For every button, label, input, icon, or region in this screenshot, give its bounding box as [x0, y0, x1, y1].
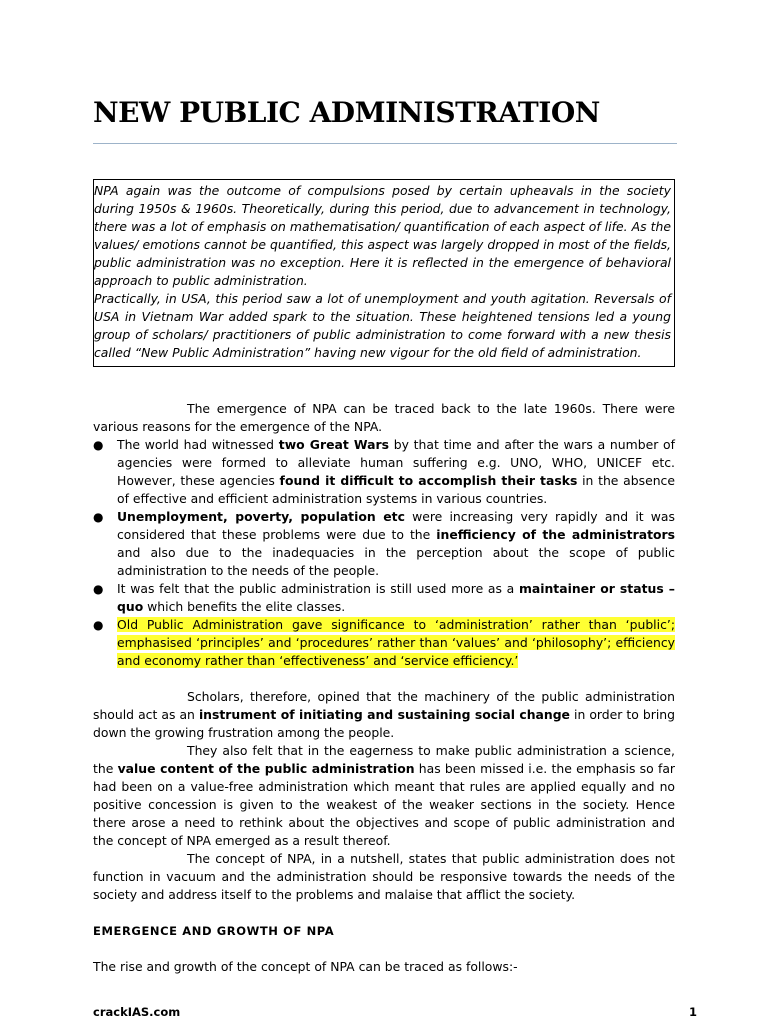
bullet-icon: ● — [93, 438, 104, 452]
bullet-keyword: two Great Wars — [278, 437, 389, 452]
bullet-icon: ● — [93, 582, 104, 596]
bullet-text: The world had witnessed — [117, 437, 279, 452]
title-divider — [93, 143, 677, 144]
paragraph-nutshell: The concept of NPA, in a nutshell, states that public administration does not function in vacuum and the administration should be responsive towards the needs of the society and address itself to the problems and malaise that afflict the society. — [93, 851, 675, 902]
bullet-icon: ● — [93, 510, 104, 524]
intro-paragraph: The emergence of NPA can be traced back to the late 1960s. There were various reasons for the emergence of the NPA. — [93, 401, 675, 434]
bullet-keyword: maintainer or status – quo — [117, 581, 675, 614]
footer-site: crackIAS.com — [93, 1005, 181, 1019]
intro-box-paragraph-2: Practically, in USA, this period saw a lot of unemployment and youth agitation. Reversals of USA in Vietnam War added spark to the situation. These heightened tensions led a young group of scholars/ practitioners of public administration to come forward with a new thesis called “New Public Administration” having new vigour for the old field of administration. — [94, 291, 671, 360]
bullet-text: and also due to the inadequacies in the perception about the scope of public administration to the needs of the people. — [117, 545, 675, 578]
bullet-keyword: Unemployment, poverty, population etc — [117, 509, 405, 524]
reasons-list — [93, 436, 675, 670]
body-text — [93, 400, 675, 904]
intro-box-paragraph-1: NPA again was the outcome of compulsions posed by certain upheavals in the society during 1950s & 1960s. Theoretically, during this period, due to advancement in technology, there was a lot of emphasis on mathematisation/ quantification of each aspect of life. As the values/ emotions cannot be quantified, this aspect was largely dropped in most of the fields, public administration was no exception. Here it is reflected in the emergence of behavioral approach to public administration. — [94, 183, 671, 288]
bullet-keyword: inefficiency of the administrators — [436, 527, 675, 542]
bullet-text: It was felt that the public administration is still used more as a — [117, 581, 519, 596]
bullet-keyword: found it difficult to accomplish their tasks — [279, 473, 578, 488]
highlighted-text: Old Public Administration gave significance to ‘administration’ rather than ‘public’; emphasised ‘principles’ and ‘procedures’ rather than ‘values’ and ‘philosophy’; efficiency and economy rather than ‘effectiveness’ and ‘service efficiency.’ — [117, 617, 675, 668]
paragraph-value-content: They also felt that in the eagerness to make public administration a science, the value content of the public administration has been missed i.e. the emphasis so far had been on a value-free administration which meant that rules are applied equally and no positive concession is given to the weakest of the weaker sections in the society. Hence there arose a need to rethink about the objectives and scope of public administration and the concept of NPA emerged as a result thereof. — [93, 743, 676, 848]
paragraph-scholars: Scholars, therefore, opined that the machinery of the public administration should act as an instrument of initiating and sustaining social change in order to bring down the growing frustration among the people. — [93, 689, 675, 740]
bullet-icon: ● — [93, 618, 104, 632]
bullet-text: by that time and after the wars a number of agencies were formed to alleviate human suffering e.g. UNO, WHO, UNICEF etc. However, these agencies — [117, 437, 675, 488]
intro-box — [93, 179, 675, 367]
list-item — [93, 436, 675, 508]
bullet-text: were increasing very rapidly and it was considered that these problems were due to the — [117, 509, 675, 542]
page-title: NEW PUBLIC ADMINISTRATION — [93, 96, 600, 129]
bullet-text: in the absence of effective and efficient administration systems in various countries. — [117, 473, 675, 506]
bullet-text: which benefits the elite classes. — [143, 599, 346, 614]
footer-page-number: 1 — [688, 1005, 697, 1019]
list-item — [93, 508, 675, 580]
section-intro: The rise and growth of the concept of NPA can be traced as follows:- — [93, 959, 518, 974]
section-heading: EMERGENCE AND GROWTH OF NPA — [93, 924, 335, 938]
list-item — [93, 616, 675, 670]
list-item — [93, 580, 675, 616]
